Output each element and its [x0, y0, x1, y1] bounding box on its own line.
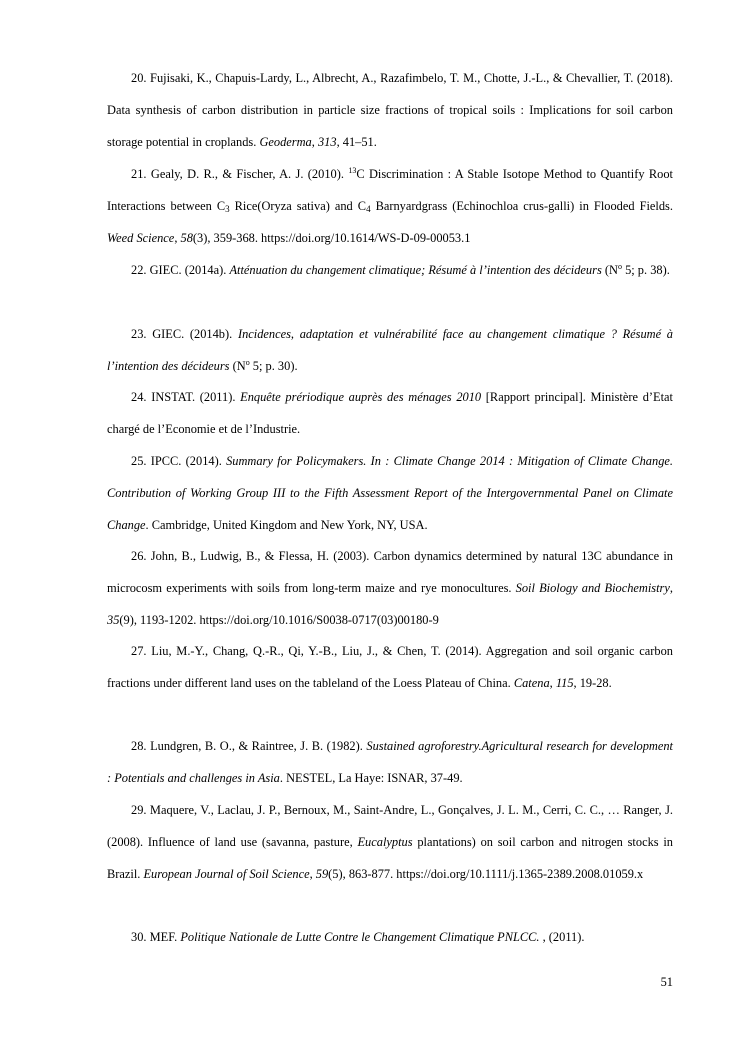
- reference-number: 25.: [131, 454, 147, 468]
- volume: 313: [317, 135, 337, 150]
- reference-title: Barnyardgrass (Echinochloa crus-galli) in Flooded Fields.: [370, 199, 673, 214]
- reference-28: [107, 730, 673, 794]
- pages-doi: (5), 863-877. https://doi.org/10.1111/j.1365-2389.2008.01059.x: [328, 867, 644, 882]
- reference-authors: Lundgren, B. O., & Raintree, J. B. (1982).: [150, 739, 363, 753]
- isotope-superscript: 13: [348, 165, 357, 175]
- reference-authors: MEF.: [149, 930, 178, 944]
- reference-22: [107, 254, 673, 286]
- journal-name: Geoderma: [259, 135, 312, 150]
- subscript: 3: [225, 204, 230, 215]
- page-number: 51: [660, 975, 673, 989]
- reference-title: Politique Nationale de Lutte Contre le Changement Climatique PNLCC.: [180, 930, 540, 944]
- publisher: . Cambridge, United Kingdom and New York, NY, USA.: [145, 518, 428, 533]
- report-details: 5; p. 38).: [621, 263, 670, 277]
- reference-21: 21. Gealy, D. R., & Fischer, A. J. (2010). $^{13}$C Discrimination : A Stable Isotope Method to Quantify Root Interactions between $C_3$ Rice(Oryza sativa) and $C_4$ Barnyardgrass (Echinochloa crus-galli) in Flooded Fields. Weed Science, 58(3), 359-368. https://doi.org/10.1614/WS-D-09-00053.1: [107, 165, 673, 246]
- reference-text: Liu, M.-Y., Chang, Q.-R., Qi, Y.-B., Liu, J., & Chen, T. (2014). Aggregation and soil organic carbon fractions under different land uses on the tableland of the Loess Plateau of China.: [107, 644, 673, 691]
- reference-text: Fujisaki, K., Chapuis-Lardy, L., Albrecht, A., Razafimbelo, T. M., Chotte, J.-L., & Chevallier, T. (2018). Data synthesis of carbon distribution in particle size fractions of tropical soils : Implications for soil carbon storage potential in croplands.: [107, 71, 673, 150]
- reference-23: [107, 318, 673, 382]
- reference-authors: GIEC. (2014b).: [152, 327, 233, 341]
- reference-title: Enquête prériodique auprès des ménages 2010: [240, 390, 482, 404]
- reference-number: 20.: [131, 71, 147, 85]
- ordinal-mark: o: [245, 358, 250, 368]
- reference-authors: INSTAT. (2011).: [151, 390, 236, 404]
- reference-29: 29. Maquere, V., Laclau, J. P., Bernoux, M., Saint-Andre, L., Gonçalves, J. L. M., Cerri, C. C., … Ranger, J. (2008). Influence of land use (savanna, pasture, Eucalyptus plantations) on soil carbon and nitrogen stocks in Brazil. European Journal of Soil Science, 59(5), 863-877. https://doi.org/10.1111/j.1365-2389.2008.01059.x: [107, 803, 673, 882]
- report-number-label: (N: [229, 359, 246, 374]
- subscript: 4: [366, 204, 371, 215]
- reference-text: John, B., Ludwig, B., & Flessa, H. (2003). Carbon dynamics determined by natural 13C abundance in microcosm experiments with soils from long-term maize and rye monocultures.: [107, 549, 673, 596]
- reference-20: 20. Fujisaki, K., Chapuis-Lardy, L., Albrecht, A., Razafimbelo, T. M., Chotte, J.-L., & Chevallier, T. (2018). Data synthesis of carbon distribution in particle size fractions of tropical soils : Implications for soil carbon storage potential in croplands. Geoderma, 313, 41–51.: [107, 71, 673, 150]
- pages: , 19-28.: [573, 676, 612, 691]
- reference-authors: Gealy, D. R., & Fischer, A. J. (2010).: [150, 167, 344, 181]
- reference-title: Atténuation du changement climatique; Résumé à l’intention des décideurs: [229, 263, 602, 277]
- reference-title: C Discrimination : A Stable Isotope Method to Quantify Root Interactions between C: [107, 167, 673, 214]
- reference-text: Maquere, V., Laclau, J. P., Bernoux, M., Saint-Andre, L., Gonçalves, J. L. M., Cerri, C. C., … Ranger, J. (2008). Influence of land use (savanna, pasture,: [107, 803, 673, 850]
- pages-doi: (3), 359-368. https://doi.org/10.1614/WS-D-09-00053.1: [192, 231, 471, 246]
- reference-number: 21.: [131, 167, 147, 181]
- report-number-label: (N: [601, 263, 618, 277]
- reference-number: 27.: [131, 644, 147, 658]
- ordinal-mark: o: [617, 261, 622, 271]
- pages: , 41–51.: [336, 135, 377, 150]
- pages-doi: (9), 1193-1202. https://doi.org/10.1016/S0038-0717(03)00180-9: [119, 613, 439, 628]
- reference-authors: IPCC. (2014).: [150, 454, 222, 468]
- reference-number: 23.: [131, 327, 147, 341]
- reference-title: Sustained agroforestry.Agricultural research for development : Potentials and challenges in Asia: [107, 739, 673, 786]
- journal-name: Weed Science: [107, 231, 175, 246]
- journal-name: European Journal of Soil Science: [143, 867, 310, 882]
- reference-number: 30.: [131, 930, 147, 944]
- report-details: , (2011).: [539, 930, 585, 944]
- reference-27: 27. Liu, M.-Y., Chang, Q.-R., Qi, Y.-B., Liu, J., & Chen, T. (2014). Aggregation and soil organic carbon fractions under different land uses on the tableland of the Loess Plateau of China. Catena, 115, 19-28.: [107, 644, 673, 691]
- journal-name: Catena: [513, 676, 550, 691]
- volume: 58: [180, 231, 193, 246]
- journal-name: Soil Biology and Biochemistry: [515, 581, 670, 596]
- reference-24: [107, 381, 673, 445]
- reference-title: Rice(Oryza sativa) and C: [229, 199, 367, 214]
- report-details: 5; p. 30).: [249, 359, 298, 374]
- publisher: . NESTEL, La Haye: ISNAR, 37-49.: [279, 771, 463, 786]
- reference-title: Incidences, adaptation et vulnérabilité face au changement climatique ? Résumé à l’intention des décideurs: [107, 327, 673, 374]
- reference-number: 26.: [131, 549, 147, 563]
- reference-title: Summary for Policymakers. In : Climate Change 2014 : Mitigation of Climate Change. Contribution of Working Group III to the Fifth Assessment Report of the Intergovernmental Panel on Climate Change: [107, 454, 673, 533]
- reference-number: 22.: [131, 263, 147, 277]
- reference-text: plantations) on soil carbon and nitrogen stocks in Brazil.: [107, 835, 673, 882]
- report-details: [Rapport principal]. Ministère d’Etat chargé de l’Economie et de l’Industrie.: [107, 390, 673, 437]
- reference-authors: GIEC. (2014a).: [149, 263, 227, 277]
- reference-number: 28.: [131, 739, 147, 753]
- reference-number: 29.: [131, 803, 147, 817]
- reference-25: [107, 445, 673, 542]
- volume: 35: [107, 613, 120, 628]
- reference-30: [107, 921, 673, 953]
- genus-name: Eucalyptus: [357, 835, 413, 850]
- reference-26: 26. John, B., Ludwig, B., & Flessa, H. (2003). Carbon dynamics determined by natural 13C abundance in microcosm experiments with soils from long-term maize and rye monocultures. Soil Biology and Biochemistry, 35(9), 1193-1202. https://doi.org/10.1016/S0038-0717(03)00180-9: [107, 549, 673, 628]
- volume: 59: [315, 867, 329, 882]
- volume: 115: [555, 676, 574, 691]
- reference-number: 24.: [131, 390, 147, 404]
